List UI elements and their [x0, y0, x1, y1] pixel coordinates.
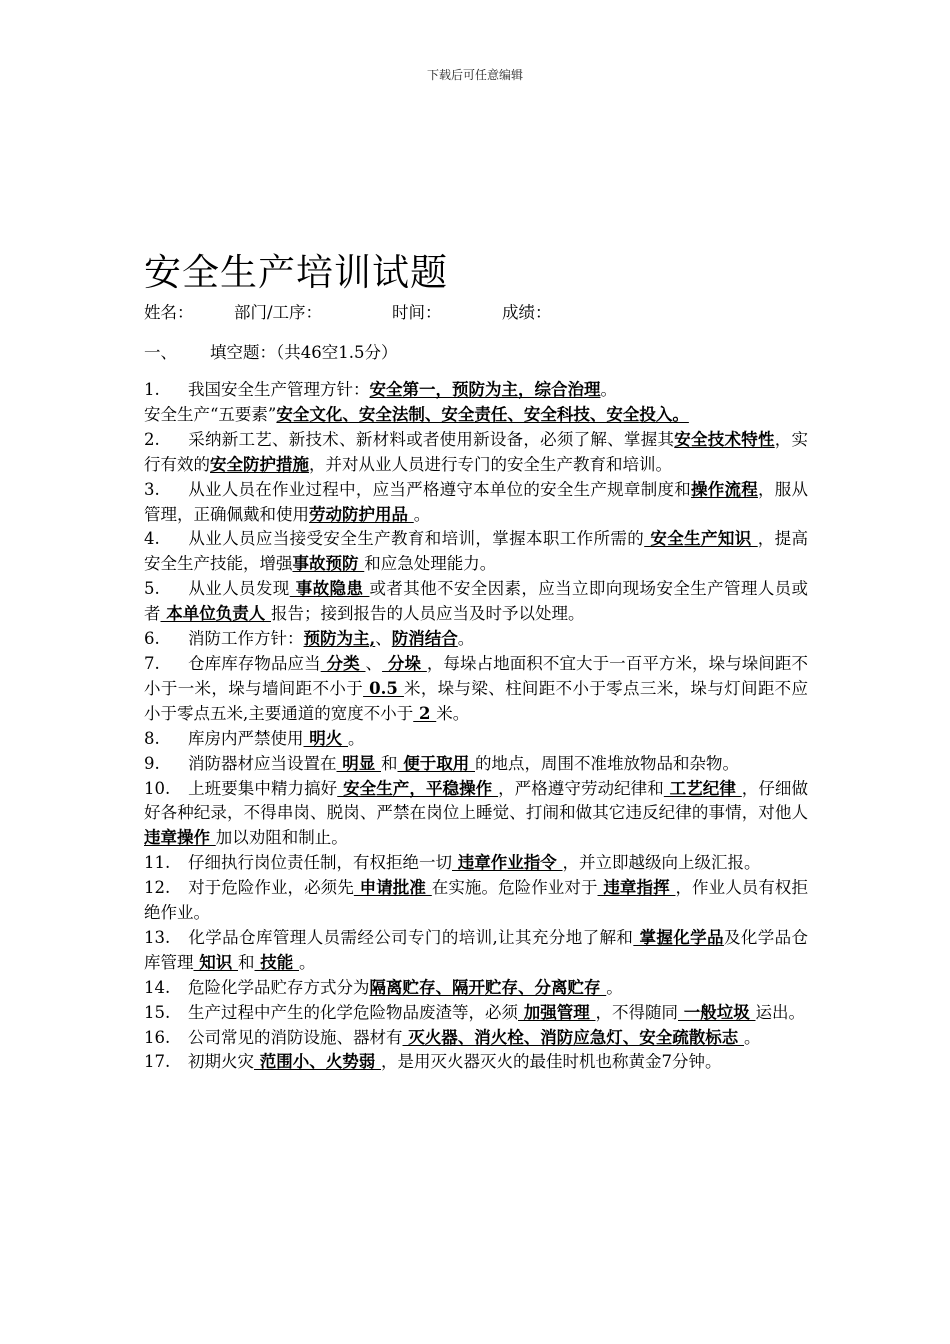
- question-text: 报告；接到报告的人员应当及时予以处理。: [271, 604, 585, 624]
- question-text: 、: [375, 629, 392, 649]
- info-row: [144, 300, 808, 326]
- question-text: ，并立即越级向上级汇报。: [562, 853, 761, 873]
- answer: 掌握化学品: [633, 927, 724, 947]
- answer: 明火: [303, 728, 348, 748]
- question-text: 米，垛与梁、柱间距不小于零点三米，垛与灯间距不应小于零点五米,主要通道的宽度不小于: [144, 678, 809, 723]
- question-number: 5.: [144, 579, 160, 599]
- question-number: 2.: [144, 429, 160, 449]
- question-7: [144, 652, 808, 727]
- question-16: [144, 1026, 808, 1051]
- question-text: 危险化学品贮存方式分为: [188, 977, 370, 997]
- answer: 违章操作: [144, 828, 216, 848]
- question-5: [144, 577, 808, 627]
- question-9: [144, 752, 808, 777]
- answer: 事故隐患: [289, 579, 370, 599]
- question-number: 15.: [144, 1002, 171, 1022]
- question-text: 和: [381, 753, 398, 773]
- question-text: ，仔细做好各种纪录，不得串岗、脱岗、严禁在岗位上睡觉、打闹和做其它违反纪律的事情，对他人: [144, 778, 809, 823]
- question-number: 7.: [144, 653, 160, 673]
- question-number: 4.: [144, 529, 160, 549]
- question-number: 3.: [144, 479, 160, 499]
- document-body: [144, 250, 808, 1075]
- question-13: [144, 926, 808, 976]
- question-text: 米。: [436, 703, 470, 723]
- question-text: 和: [238, 952, 255, 972]
- question-text: 库房内严禁使用: [188, 728, 304, 748]
- time-label: 时间：: [392, 303, 442, 322]
- answer: 违章指挥: [597, 878, 676, 898]
- question-text: 。: [299, 952, 316, 972]
- question-text: ，是用灭火器灭火的最佳时机也称黄金7分钟。: [381, 1052, 722, 1072]
- question-8: [144, 727, 808, 752]
- question-text: 化学品仓库管理人员需经公司专门的培训,让其充分地了解和: [188, 927, 634, 947]
- answer: 灭火器、消火栓、消防应急灯、安全疏散标志: [402, 1027, 744, 1047]
- question-text: 和应急处理能力。: [364, 554, 497, 574]
- answer: 加强管理: [518, 1002, 596, 1022]
- question-number: 16.: [144, 1027, 171, 1047]
- answer: 便于取用: [397, 753, 475, 773]
- question-text: 从业人员应当接受安全生产教育和培训，掌握本职工作所需的: [188, 529, 645, 549]
- question-15: [144, 1001, 808, 1026]
- score-label: 成绩：: [502, 303, 552, 322]
- question-text: ，严格遵守劳动纪律和: [498, 778, 664, 798]
- answer: 工艺纪律: [663, 778, 742, 798]
- section-number: 一、: [144, 343, 177, 362]
- answer: 劳动防护用品: [309, 504, 414, 524]
- question-text: 安全生产“五要素”: [144, 404, 277, 424]
- answer: 违章作业指令: [452, 853, 563, 873]
- answer: 安全文化、安全法制、安全责任、安全科技、安全投入。: [276, 404, 689, 424]
- question-number: 12.: [144, 878, 171, 898]
- answer: 安全生产知识: [644, 529, 758, 549]
- question-17: [144, 1050, 808, 1075]
- answer: 预防为主,: [303, 629, 376, 649]
- question-text: 上班要集中精力搞好: [188, 778, 338, 798]
- question-text: 从业人员在作业过程中，应当严格遵守本单位的安全生产规章制度和: [188, 479, 691, 499]
- question-text: 。: [606, 977, 623, 997]
- question-list: [144, 378, 808, 1075]
- question-text: 及化学品仓库管理: [144, 927, 809, 972]
- answer: 知识: [193, 952, 238, 972]
- question-text: 对于危险作业，必须先: [188, 878, 354, 898]
- question-text: ，实行有效的: [144, 429, 809, 474]
- answer: 安全生产，平稳操作: [337, 778, 499, 798]
- answer: 2: [413, 703, 437, 723]
- question-12: [144, 876, 808, 926]
- question-2: [144, 428, 808, 478]
- question-text: 。: [457, 629, 475, 649]
- question-11: [144, 851, 808, 876]
- question-6: [144, 627, 808, 652]
- question-text: 。: [744, 1027, 761, 1047]
- name-label: 姓名：: [144, 303, 194, 322]
- question-4: [144, 527, 808, 577]
- answer: 申请批准: [353, 878, 432, 898]
- section-title: 填空题：（共46空1.5分）: [210, 343, 398, 362]
- answer: 防消结合: [391, 629, 458, 649]
- question-number: 9.: [144, 753, 160, 773]
- question-text: 运出。: [755, 1002, 805, 1022]
- question-10: [144, 777, 808, 852]
- answer: 本单位负责人: [160, 604, 271, 624]
- question-text: 加以劝阻和制止。: [215, 828, 348, 848]
- answer: 分类: [320, 653, 366, 673]
- question-number: 17.: [144, 1052, 171, 1072]
- question-text: 的地点，周围不准堆放物品和杂物。: [475, 753, 739, 773]
- question-text: 。: [413, 504, 431, 524]
- question-text: 我国安全生产管理方针：: [188, 380, 370, 399]
- question-text: 。: [600, 380, 617, 399]
- question-text: 或者其他不安全因素，应当立即向现场安全生产管理人员或者: [144, 579, 808, 624]
- page-title: 安全生产培训试题: [144, 251, 448, 294]
- question-text: ，并对从业人员进行专门的安全生产教育和培训。: [309, 454, 672, 474]
- question-text: 仔细执行岗位责任制，有权拒绝一切: [188, 853, 452, 873]
- question-number: 6.: [144, 629, 160, 649]
- header-note: 下载后可任意编辑: [426, 68, 523, 82]
- question-text: 从业人员发现: [188, 579, 290, 599]
- answer: 安全技术特性: [674, 429, 775, 449]
- question-text: 仓库库存物品应当: [188, 653, 321, 673]
- answer: 明显: [336, 753, 381, 773]
- answer: 安全防护措施: [210, 454, 309, 474]
- answer: 分垛: [382, 653, 427, 673]
- question-text: 采纳新工艺、新技术、新材料或者使用新设备，必须了解、掌握其: [188, 429, 675, 449]
- question-text: ，提高安全生产技能，增强: [144, 529, 808, 574]
- question-text: ，不得随同: [595, 1002, 678, 1022]
- question-text: 生产过程中产生的化学危险物品废渣等，必须: [188, 1002, 518, 1022]
- answer: 安全第一，预防为主，综合治理: [369, 380, 601, 399]
- answer: 0.5: [363, 678, 404, 698]
- answer: 事故预防: [292, 554, 365, 574]
- answer: 范围小、火势弱: [254, 1052, 381, 1072]
- section-heading: [144, 340, 808, 366]
- question-text: 。: [348, 728, 365, 748]
- question-text: 、: [365, 653, 383, 673]
- question-1: [144, 378, 808, 403]
- answer: 操作流程: [690, 479, 758, 499]
- question-text: ，服从管理，正确佩戴和使用: [144, 479, 809, 524]
- question-number: 10.: [144, 778, 171, 798]
- question-text: 初期火灾: [188, 1052, 254, 1072]
- question-3: [144, 478, 808, 528]
- question-number: 8.: [144, 728, 160, 748]
- question-text: ，作业人员有权拒绝作业。: [144, 878, 809, 923]
- question-number: 14.: [144, 977, 171, 997]
- question-number: 13.: [144, 927, 171, 947]
- question-text: 消防器材应当设置在: [188, 753, 337, 773]
- question-text: ，每垛占地面积不宜大于一百平方米，垛与垛间距不小于一米，垛与墙间距不小于: [144, 653, 809, 698]
- question-number: 1.: [144, 380, 160, 399]
- question-text: 在实施。危险作业对于: [431, 878, 598, 898]
- dept-label: 部门/工序：: [234, 303, 323, 322]
- question-text: 消防工作方针：: [188, 629, 304, 649]
- answer: 隔离贮存、隔开贮存、分离贮存: [369, 977, 607, 997]
- answer: 技能: [254, 952, 299, 972]
- question-text: 公司常见的消防设施、器材有: [188, 1027, 403, 1047]
- question-14: [144, 976, 808, 1001]
- question-1-continued: [144, 403, 808, 428]
- answer: 一般垃圾: [678, 1002, 756, 1022]
- question-number: 11.: [144, 853, 171, 873]
